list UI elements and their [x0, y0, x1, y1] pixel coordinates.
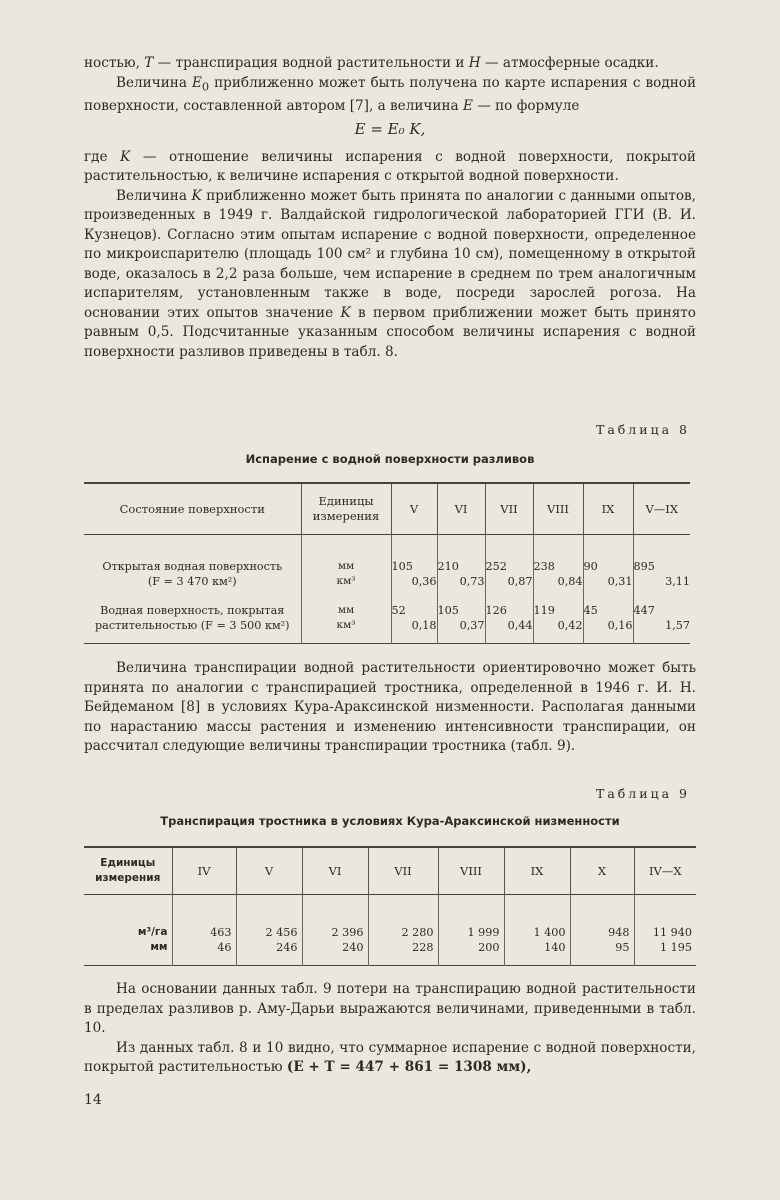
table-row	[84, 603, 690, 644]
table9-col-month: IX	[504, 847, 570, 895]
cell: 240	[342, 941, 364, 954]
cell: 948	[608, 926, 630, 939]
table8-col-month: VI	[437, 483, 485, 535]
cell: 0,18	[411, 619, 437, 632]
cell: 0,36	[411, 575, 437, 588]
cell: 2 456	[265, 926, 298, 939]
unit: мм	[150, 941, 168, 953]
unit: км³	[336, 575, 356, 587]
unit: мм	[337, 604, 355, 616]
cell: 46	[217, 941, 232, 954]
cell: 90	[583, 560, 598, 573]
table9-col-month: VI	[302, 847, 368, 895]
row-label: растительностью (F = 3 500 км²)	[94, 619, 290, 632]
cell: 2 396	[331, 926, 364, 939]
cell: 246	[276, 941, 298, 954]
table9-col-total: IV—X	[634, 847, 696, 895]
text: — по формуле	[472, 97, 580, 114]
cell: 228	[412, 941, 434, 954]
cell: 126	[485, 604, 507, 617]
cell: 463	[210, 926, 232, 939]
symbol: H	[468, 55, 481, 71]
cell: 0,42	[557, 619, 583, 632]
table9	[84, 846, 696, 966]
cell: 0,31	[607, 575, 633, 588]
text: — отношение величины испарения с водной поверхности, покрытой растительностью, к величине испарения с открытой водной поверхности.	[84, 148, 696, 185]
table9-col-month: VIII	[438, 847, 504, 895]
table8-col-month: IX	[583, 483, 633, 535]
symbol: T	[144, 55, 154, 71]
paragraph-e0	[84, 74, 696, 117]
table8	[84, 482, 690, 644]
text: Из данных табл. 8 и 10 видно, что суммарное испарение с водной поверхности, покрытой растительностью	[84, 1039, 696, 1075]
cell: 895	[633, 560, 655, 573]
row-label: Открытая водная поверхность	[102, 560, 283, 573]
page-number: 14	[84, 1092, 102, 1108]
table-row	[84, 559, 690, 589]
table9-col-month: V	[236, 847, 302, 895]
cell: 0,16	[607, 619, 633, 632]
cell: 3,11	[665, 575, 690, 588]
table8-col-units: Единицы измерения	[301, 483, 391, 535]
paragraph-k-definition	[84, 148, 696, 187]
paragraph-k-value	[84, 187, 696, 363]
cell: 252	[485, 560, 507, 573]
table9-col-units: Единицы измерения	[95, 857, 161, 884]
cell: 1 999	[467, 926, 500, 939]
cell: 238	[533, 560, 555, 573]
text: Величина	[116, 74, 192, 91]
table9-col-month: VII	[368, 847, 438, 895]
cell: 2 280	[401, 926, 434, 939]
equation: (E + T = 447 + 861 = 1308 мм),	[286, 1059, 532, 1075]
table8-spacer	[84, 535, 690, 560]
paragraph-total	[84, 1039, 696, 1078]
symbol: E	[191, 74, 202, 91]
cell: 1 195	[659, 941, 692, 954]
table9-col-month: X	[570, 847, 634, 895]
unit: м³/га	[137, 926, 168, 938]
row-label: Водная поверхность, покрытая	[100, 604, 285, 617]
table8-spacer	[84, 589, 690, 603]
table9-title: Транспирация тростника в условиях Кура-Араксинской низменности	[160, 814, 620, 828]
cell: 119	[533, 604, 555, 617]
cell: 105	[391, 560, 413, 573]
cell: 140	[544, 941, 566, 954]
cell: 210	[437, 560, 459, 573]
cell: 447	[633, 604, 655, 617]
table9-col-month: IV	[172, 847, 236, 895]
text: приближенно может быть принята по аналогии с данными опытов, произведенных в 1949 г. Валдайской гидрологической лабораторией ГГИ (В. И. Кузнецов). Согласно этим опытам испарение с водной поверхности, определенное по микроиспарителю (площадь 100 см² и глубина 10 см), помещенному в открытой воде, оказалось в 2,2 раза больше, чем испарение в среднем по трем аналогичным испарителям, установленным также в воде, посреди зарослей рогоза. На основании этих опытов значение	[84, 187, 696, 321]
row-label: (F = 3 470 км²)	[147, 575, 237, 588]
table9-label: Таблица 9	[595, 786, 690, 801]
text: приближенно может быть получена по карте испарения с водной поверхности, составленной автором [7], а величина	[84, 74, 697, 114]
table8-col-total: V—IX	[633, 483, 690, 535]
symbol: K	[340, 304, 351, 321]
cell: 0,44	[507, 619, 533, 632]
paragraph-continued	[84, 54, 696, 74]
table8-col-state: Состояние поверхности	[119, 501, 265, 516]
table8-col-month: VIII	[533, 483, 583, 535]
cell: 1 400	[533, 926, 566, 939]
cell: 0,84	[557, 575, 583, 588]
text-block-bottom	[84, 980, 696, 1078]
text-block-middle	[84, 659, 696, 757]
text: где	[84, 148, 121, 165]
formula: E = E₀ K,	[354, 120, 426, 139]
text: Величина	[116, 187, 192, 204]
table8-label: Таблица 8	[595, 422, 690, 437]
unit: км³	[336, 619, 356, 631]
symbol: K	[191, 187, 202, 204]
unit: мм	[337, 560, 355, 572]
text: в первом приближении может быть принято равным 0,5. Подсчитанные указанным способом величины испарения с водной поверхности разливов приведены в табл. 8.	[84, 304, 696, 360]
text: ностью,	[84, 55, 145, 71]
cell: 1,57	[665, 619, 690, 632]
cell: 105	[437, 604, 459, 617]
cell: 0,73	[459, 575, 485, 588]
cell: 52	[391, 604, 406, 617]
cell: 200	[478, 941, 500, 954]
table-row	[84, 895, 696, 966]
cell: 95	[615, 941, 630, 954]
cell: 0,87	[507, 575, 533, 588]
symbol: K	[120, 148, 131, 165]
paragraph-amudarya: На основании данных табл. 9 потери на транспирацию водной растительности в пределах разливов р. Аму-Дарьи выражаются величинами, приведенными в табл. 10.	[84, 981, 696, 1036]
table8-title: Испарение с водной поверхности разливов	[245, 452, 535, 466]
cell: 11 940	[652, 926, 692, 939]
table8-col-month: VII	[485, 483, 533, 535]
text-block-top	[84, 54, 696, 362]
text: — транспирация водной растительности и	[153, 55, 469, 71]
paragraph-transpiration: Величина транспирации водной растительности ориентировочно может быть принята по аналогии с транспирацией тростника, определенной в 1946 г. И. Н. Бейдеманом [8] в условиях Кура-Араксинской низменности. Располагая данными по нарастанию массы растения и изменению интенсивности транспирации, он рассчитал следующие величины транспирации тростника (табл. 9).	[84, 660, 696, 754]
subscript: 0	[201, 79, 210, 94]
symbol: E	[462, 97, 473, 114]
cell: 45	[583, 604, 598, 617]
text: — атмосферные осадки.	[480, 55, 659, 71]
cell: 0,37	[459, 619, 485, 632]
table8-col-month: V	[391, 483, 437, 535]
